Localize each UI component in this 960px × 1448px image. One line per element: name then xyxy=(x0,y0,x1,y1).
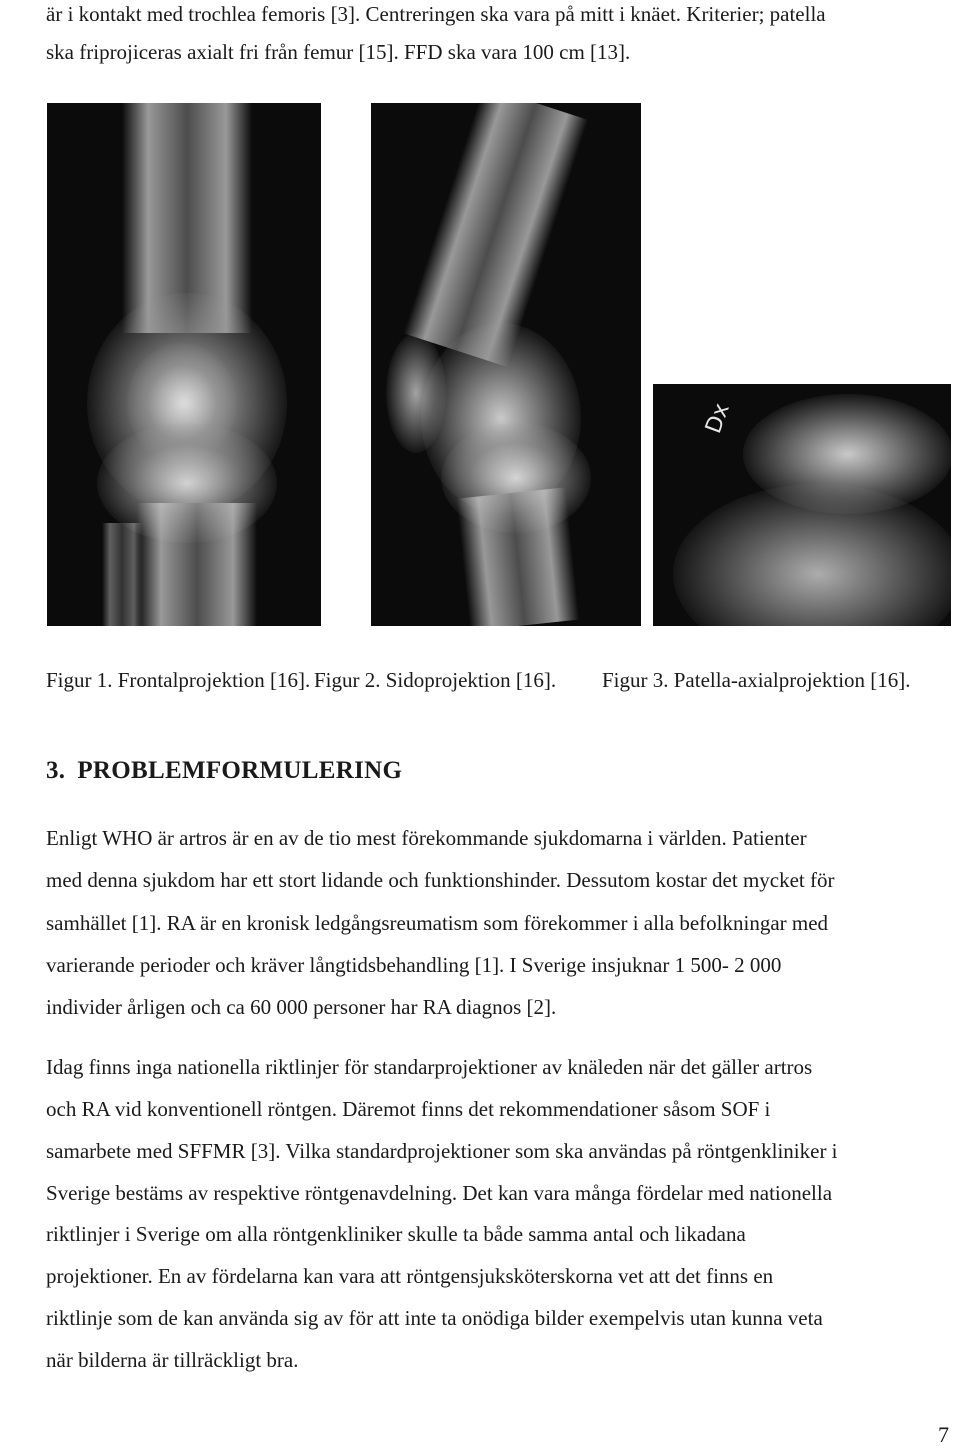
text-line: samarbete med SFFMR [3]. Vilka standardprojektioner som ska användas på röntgenkliniker i xyxy=(46,1139,838,1163)
text-line: Enligt WHO är artros är en av de tio mest förekommande sjukdomarna i världen. Patienter xyxy=(46,826,807,850)
text-line: individer årligen och ca 60 000 personer har RA diagnos [2]. xyxy=(46,995,557,1019)
section-title: PROBLEMFORMULERING xyxy=(77,757,403,784)
text-line: med denna sjukdom har ett stort lidande och funktionshinder. Dessutom kostar det mycket för xyxy=(46,868,835,892)
side-marker-label: Dx xyxy=(701,400,735,437)
text-line: Sverige bestäms av respektive röntgenavdelning. Det kan vara många fördelar med nationella xyxy=(46,1181,833,1205)
frontal-knee-xray xyxy=(47,103,321,626)
text-line: ska friprojiceras axialt fri från femur [15]. FFD ska vara 100 cm [13]. xyxy=(46,40,631,64)
section-heading xyxy=(46,757,402,785)
figure-3-caption: Figur 3. Patella-axialprojektion [16]. xyxy=(602,668,911,692)
text-line: riktlinje som de kan använda sig av för att inte ta onödiga bilder exempelvis utan kunna veta xyxy=(46,1306,823,1330)
text-line: projektioner. En av fördelarna kan vara att röntgensjuksköterskorna vet att det finns en xyxy=(46,1264,774,1288)
text-line: och RA vid konventionell röntgen. Däremot finns det rekommendationer såsom SOF i xyxy=(46,1097,771,1121)
text-line: samhället [1]. RA är en kronisk ledgångsreumatism som förekommer i alla befolkningar med xyxy=(46,911,829,935)
section-number: 3. xyxy=(46,757,66,784)
patella-axial-xray xyxy=(653,384,951,626)
text-line: är i kontakt med trochlea femoris [3]. Centreringen ska vara på mitt i knäet. Kriterier; patella xyxy=(46,2,826,26)
text-line: varierande perioder och kräver långtidsbehandling [1]. I Sverige insjuknar 1 500- 2 000 xyxy=(46,953,782,977)
page-number: 7 xyxy=(938,1422,949,1447)
lateral-knee-xray xyxy=(371,103,641,626)
text-line: Idag finns inga nationella riktlinjer för standarprojektioner av knäleden när det gäller artros xyxy=(46,1055,813,1079)
figure-2-caption: Figur 2. Sidoprojektion [16]. xyxy=(314,668,557,692)
text-line: riktlinjer i Sverige om alla röntgenkliniker skulle ta både samma antal och likadana xyxy=(46,1222,746,1246)
figure-1-caption: Figur 1. Frontalprojektion [16]. xyxy=(46,668,311,692)
text-line: när bilderna är tillräckligt bra. xyxy=(46,1348,299,1372)
